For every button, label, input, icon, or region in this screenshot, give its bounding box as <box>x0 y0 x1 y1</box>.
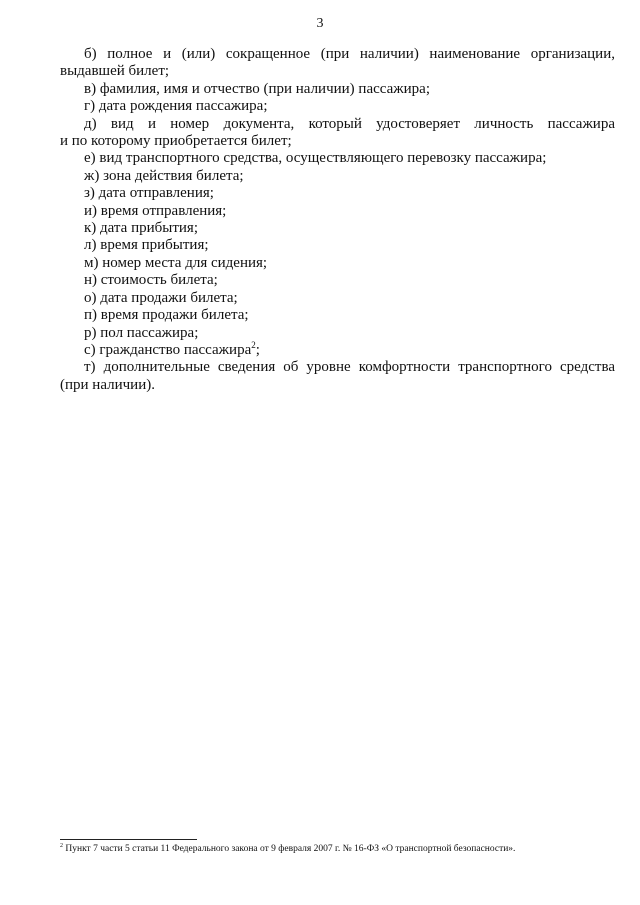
footnote-ref: 2 <box>251 339 256 350</box>
list-item: р) пол пассажира; <box>84 324 199 341</box>
list-item: к) дата прибытия; <box>84 220 198 237</box>
list-item: б) полное и (или) сокращенное (при наличии) наименование организации, <box>84 46 615 62</box>
list-item-continuation: (при наличии). <box>60 376 155 393</box>
list-item: о) дата продажи билета; <box>84 289 238 306</box>
footnote-text: Пункт 7 части 5 статьи 11 Федерального закона от 9 февраля 2007 г. № 16-ФЗ «О транспортной безопасности». <box>63 844 516 854</box>
list-item: д) вид и номер документа, который удостоверяет личность пассажира <box>84 115 615 132</box>
list-item: л) время прибытия; <box>84 237 209 254</box>
footnote-rule <box>60 839 197 840</box>
list-item: в) фамилия, имя и отчество (при наличии) пассажира; <box>84 80 430 97</box>
body-text <box>60 46 615 394</box>
list-item: т) дополнительные сведения об уровне комфортности транспортного средства <box>84 359 615 376</box>
list-item-text: с) гражданство пассажира <box>84 341 252 358</box>
list-item: м) номер места для сидения; <box>84 254 268 271</box>
page-number: 3 <box>316 16 324 31</box>
list-item: г) дата рождения пассажира; <box>84 98 268 115</box>
list-item: з) дата отправления; <box>84 185 214 202</box>
list-item: ж) зона действия билета; <box>84 167 244 184</box>
list-item: п) время продажи билета; <box>84 307 249 324</box>
list-item: е) вид транспортного средства, осуществляющего перевозку пассажира; <box>84 150 547 167</box>
list-item-continuation: и по которому приобретается билет; <box>60 133 292 150</box>
list-item-continuation: выдавшей билет; <box>60 63 170 80</box>
list-item: н) стоимость билета; <box>84 272 218 289</box>
list-item: и) время отправления; <box>84 202 227 219</box>
footnote <box>60 843 620 855</box>
list-item <box>60 339 615 359</box>
footnote-mark: 2 <box>60 842 63 849</box>
list-item-suffix: ; <box>255 341 260 358</box>
